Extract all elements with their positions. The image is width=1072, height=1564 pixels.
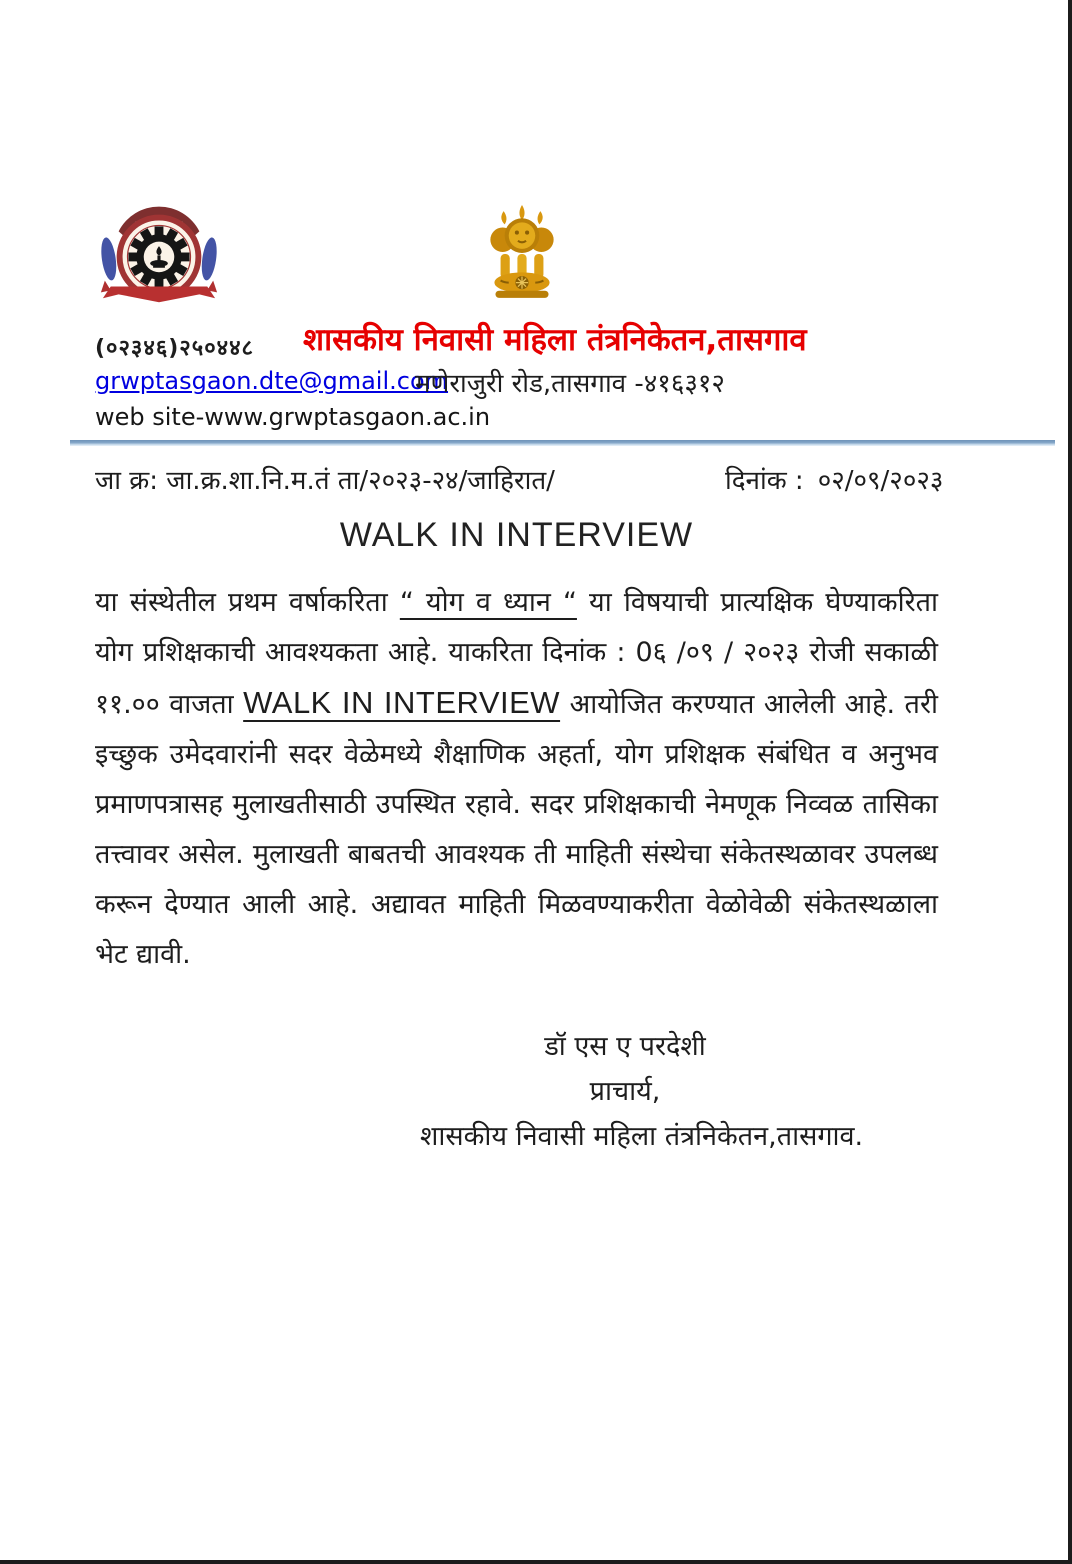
email-link[interactable]: grwptasgaon.dte@gmail.com — [95, 367, 449, 395]
date-label: दिनांक : — [725, 466, 804, 496]
institute-name: शासकीय निवासी महिला तंत्रनिकेतन,तासगाव — [303, 322, 807, 358]
signatory-institute: शासकीय निवासी महिला तंत्रनिकेतन,तासगाव. — [420, 1121, 864, 1152]
notice-paragraph — [95, 578, 938, 980]
walkin-inline-underlined: WALK IN INTERVIEW — [243, 685, 561, 720]
header-divider — [70, 440, 1055, 446]
signatory-designation: प्राचार्य, — [589, 1076, 661, 1107]
body-part-2: या विषयाची प्रात्यक्षिक घेण्याकरिता योग प्रशिक्षकाची आवश्यकता आहे. याकरिता दिनांक : 0६ /०९ / २०२३ रोजी सकाळी ११.०० वाजता — [95, 587, 938, 720]
website-text: web site-www.grwptasgaon.ac.in — [95, 403, 491, 431]
signature-block — [420, 1024, 864, 1159]
institute-address: मणेराजुरी रोड,तासगाव -४१६३१२ — [415, 369, 725, 399]
quoted-subject-underlined: “ योग व ध्यान “ — [399, 587, 577, 618]
date-line — [725, 461, 943, 497]
body-part-1: या संस्थेतील प्रथम वर्षाकरिता — [95, 587, 400, 618]
reference-number: जा क्र: जा.क्र.शा.नि.म.तं ता/२०२३-२४/जाहिरात/ — [95, 466, 555, 496]
page-title: WALK IN INTERVIEW — [339, 516, 694, 554]
phone-number: (०२३४६)२५०४४८ — [95, 336, 254, 361]
body-part-3: आयोजित करण्यात आलेली आहे. तरी इच्छुक उमेदवारांनी सदर वेळेमध्ये शैक्षाणिक अहर्ता, योग प्रशिक्षक संबंधित व अनुभव प्रमाणपत्रासह मुलाखतीसाठी उपस्थित रहावे. सदर प्रशिक्षकाची नेमणूक निव्वळ तासिका तत्त्वावर असेल. मुलाखती बाबतची आवश्यक ती माहिती संस्थेचा संकेतस्थळावर उपलब्ध करून देण्यात आली आहे. अद्यावत माहिती मिळवण्याकरीता वेळोवेळी संकेतस्थळाला भेट द्यावी. — [95, 689, 938, 970]
institute-logo-icon — [95, 197, 223, 309]
signatory-name: डॉ एस ए परदेशी — [544, 1031, 706, 1062]
national-emblem-icon — [488, 203, 556, 303]
date-value: ०२/०९/२०२३ — [817, 466, 944, 496]
